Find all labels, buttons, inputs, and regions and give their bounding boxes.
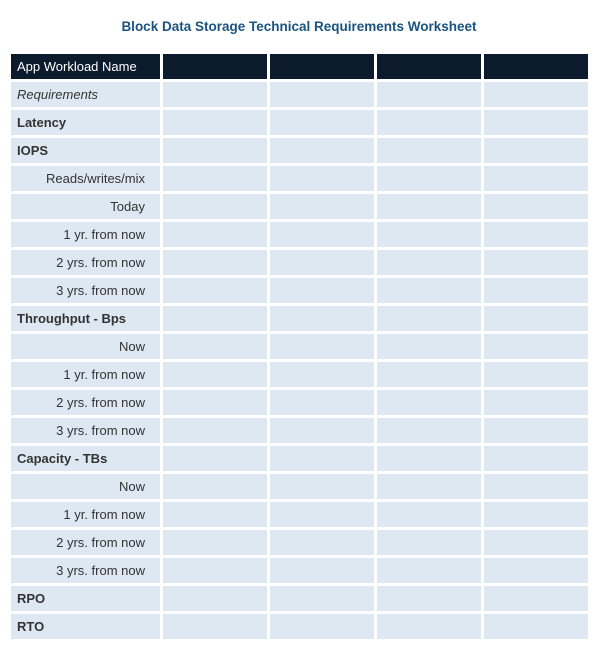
value-cell[interactable] [377, 110, 481, 135]
value-cell[interactable] [377, 502, 481, 527]
value-cell[interactable] [377, 558, 481, 583]
workload-name-cell[interactable] [484, 54, 588, 79]
requirement-label: 1 yr. from now [11, 222, 160, 247]
value-cell[interactable] [484, 334, 588, 359]
value-cell[interactable] [377, 222, 481, 247]
value-cell[interactable] [270, 530, 374, 555]
value-cell[interactable] [484, 614, 588, 639]
requirement-label: 1 yr. from now [11, 362, 160, 387]
value-cell[interactable] [163, 502, 267, 527]
value-cell[interactable] [163, 222, 267, 247]
value-cell[interactable] [163, 362, 267, 387]
requirement-row [11, 530, 588, 555]
value-cell[interactable] [270, 502, 374, 527]
value-cell[interactable] [270, 110, 374, 135]
value-cell[interactable] [484, 222, 588, 247]
header-label: App Workload Name [11, 54, 160, 79]
value-cell[interactable] [270, 278, 374, 303]
value-cell[interactable] [377, 586, 481, 611]
requirement-row [11, 306, 588, 331]
value-cell[interactable] [484, 474, 588, 499]
value-cell[interactable] [377, 362, 481, 387]
requirement-row [11, 446, 588, 471]
requirement-row [11, 194, 588, 219]
workload-name-cell[interactable] [163, 54, 267, 79]
value-cell[interactable] [377, 530, 481, 555]
value-cell[interactable] [270, 194, 374, 219]
value-cell[interactable] [270, 82, 374, 107]
value-cell[interactable] [270, 334, 374, 359]
value-cell[interactable] [484, 194, 588, 219]
requirement-label: Requirements [11, 82, 160, 107]
value-cell[interactable] [163, 530, 267, 555]
value-cell[interactable] [270, 418, 374, 443]
requirement-row [11, 502, 588, 527]
requirement-label: Today [11, 194, 160, 219]
value-cell[interactable] [484, 586, 588, 611]
value-cell[interactable] [163, 306, 267, 331]
requirement-row [11, 474, 588, 499]
value-cell[interactable] [270, 138, 374, 163]
value-cell[interactable] [377, 446, 481, 471]
value-cell[interactable] [484, 278, 588, 303]
requirement-label: Reads/writes/mix [11, 166, 160, 191]
requirement-label: RTO [11, 614, 160, 639]
requirement-row [11, 166, 588, 191]
requirement-label: Now [11, 474, 160, 499]
value-cell[interactable] [377, 250, 481, 275]
requirement-label: 1 yr. from now [11, 502, 160, 527]
value-cell[interactable] [163, 138, 267, 163]
value-cell[interactable] [163, 278, 267, 303]
requirement-row [11, 586, 588, 611]
requirement-row [11, 138, 588, 163]
requirement-label: 2 yrs. from now [11, 390, 160, 415]
requirement-label: Throughput - Bps [11, 306, 160, 331]
value-cell[interactable] [484, 502, 588, 527]
workload-name-cell[interactable] [377, 54, 481, 79]
value-cell[interactable] [163, 614, 267, 639]
value-cell[interactable] [377, 614, 481, 639]
value-cell[interactable] [163, 558, 267, 583]
value-cell[interactable] [270, 222, 374, 247]
value-cell[interactable] [163, 250, 267, 275]
requirement-row [11, 82, 588, 107]
value-cell[interactable] [163, 586, 267, 611]
requirement-row [11, 110, 588, 135]
requirement-label: 2 yrs. from now [11, 250, 160, 275]
requirement-label: IOPS [11, 138, 160, 163]
value-cell[interactable] [163, 82, 267, 107]
value-cell[interactable] [163, 390, 267, 415]
value-cell[interactable] [484, 558, 588, 583]
value-cell[interactable] [163, 474, 267, 499]
value-cell[interactable] [270, 166, 374, 191]
value-cell[interactable] [377, 334, 481, 359]
workload-name-cell[interactable] [270, 54, 374, 79]
value-cell[interactable] [484, 362, 588, 387]
value-cell[interactable] [377, 166, 481, 191]
value-cell[interactable] [484, 110, 588, 135]
value-cell[interactable] [163, 194, 267, 219]
value-cell[interactable] [270, 390, 374, 415]
value-cell[interactable] [163, 446, 267, 471]
requirement-row [11, 558, 588, 583]
value-cell[interactable] [484, 166, 588, 191]
requirement-row [11, 614, 588, 639]
value-cell[interactable] [377, 418, 481, 443]
requirement-row [11, 278, 588, 303]
requirement-label: Latency [11, 110, 160, 135]
requirement-label: 3 yrs. from now [11, 418, 160, 443]
value-cell[interactable] [377, 194, 481, 219]
value-cell[interactable] [270, 362, 374, 387]
value-cell[interactable] [163, 110, 267, 135]
requirement-label: Now [11, 334, 160, 359]
requirement-row [11, 222, 588, 247]
value-cell[interactable] [377, 278, 481, 303]
value-cell[interactable] [270, 446, 374, 471]
value-cell[interactable] [270, 586, 374, 611]
requirement-label: 3 yrs. from now [11, 558, 160, 583]
requirement-label: Capacity - TBs [11, 446, 160, 471]
value-cell[interactable] [377, 390, 481, 415]
requirement-row [11, 250, 588, 275]
value-cell[interactable] [377, 82, 481, 107]
value-cell[interactable] [163, 166, 267, 191]
requirement-label: 3 yrs. from now [11, 278, 160, 303]
worksheet-title: Block Data Storage Technical Requirements Worksheet [121, 19, 477, 34]
value-cell[interactable] [377, 306, 481, 331]
value-cell[interactable] [484, 418, 588, 443]
value-cell[interactable] [270, 250, 374, 275]
value-cell[interactable] [484, 530, 588, 555]
value-cell[interactable] [484, 390, 588, 415]
header-row [11, 54, 588, 79]
requirement-label: RPO [11, 586, 160, 611]
value-cell[interactable] [484, 138, 588, 163]
value-cell[interactable] [484, 250, 588, 275]
value-cell[interactable] [484, 446, 588, 471]
requirement-row [11, 362, 588, 387]
value-cell[interactable] [270, 474, 374, 499]
requirement-row [11, 334, 588, 359]
value-cell[interactable] [270, 558, 374, 583]
value-cell[interactable] [270, 306, 374, 331]
value-cell[interactable] [484, 306, 588, 331]
value-cell[interactable] [270, 614, 374, 639]
value-cell[interactable] [163, 418, 267, 443]
requirement-row [11, 418, 588, 443]
value-cell[interactable] [163, 334, 267, 359]
worksheet-table [8, 51, 591, 642]
value-cell[interactable] [377, 474, 481, 499]
value-cell[interactable] [484, 82, 588, 107]
value-cell[interactable] [377, 138, 481, 163]
requirement-row [11, 390, 588, 415]
requirement-label: 2 yrs. from now [11, 530, 160, 555]
